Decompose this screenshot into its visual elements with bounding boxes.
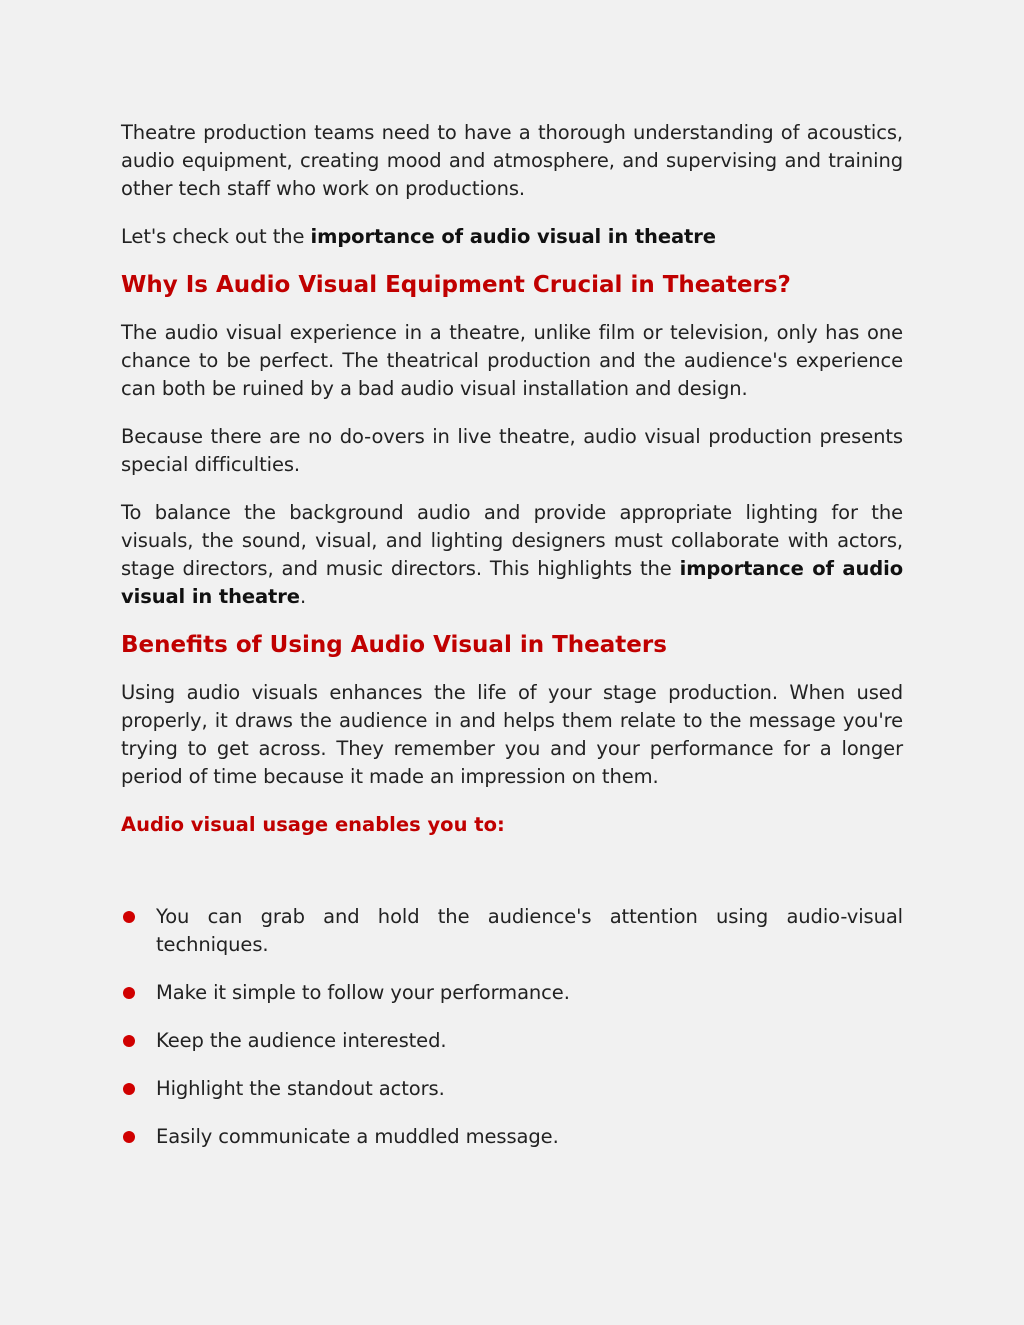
section-heading-benefits: Benefits of Using Audio Visual in Theaters [121, 632, 667, 658]
document-body [121, 119, 903, 1171]
red-dot-icon [123, 1083, 135, 1095]
red-dot-icon [123, 1131, 135, 1143]
list-item [121, 1075, 903, 1103]
list-item [121, 1123, 903, 1151]
red-dot-icon [123, 1035, 135, 1047]
red-dot-icon [123, 987, 135, 999]
list-item [121, 903, 903, 959]
check-out-line [121, 223, 903, 251]
intro-paragraph: Theatre production teams need to have a thorough understanding of acoustics, audio equipment, creating mood and atmosphere, and supervising and training other tech staff who work on productions. [121, 121, 903, 200]
why-paragraph-2: Because there are no do-overs in live theatre, audio visual production presents special difficulties. [121, 425, 903, 476]
list-item-text: Make it simple to follow your performance. [156, 981, 570, 1004]
list-item-text: You can grab and hold the audience's attention using audio-visual techniques. [156, 905, 903, 956]
benefits-bullet-list [121, 903, 903, 1151]
list-item-text: Easily communicate a muddled message. [156, 1125, 559, 1148]
list-item-text: Highlight the standout actors. [156, 1077, 445, 1100]
why-paragraph-1: The audio visual experience in a theatre, unlike film or television, only has one chance to be perfect. The theatrical production and the audience's experience can both be ruined by a bad audio visual installation and design. [121, 321, 903, 400]
usage-subheading: Audio visual usage enables you to: [121, 813, 505, 836]
list-item-text: Keep the audience interested. [156, 1029, 447, 1052]
list-item [121, 1027, 903, 1055]
why-paragraph-3-text: To balance the background audio and provide appropriate lighting for the visuals, the sound, visual, and lighting designers must collaborate with actors, stage directors, and music directors. This highlights the [121, 501, 903, 580]
why-paragraph-3-suffix: . [299, 585, 307, 608]
why-paragraph-3-bold: importance of audio visual in theatre [121, 557, 903, 608]
why-paragraph-3 [121, 499, 903, 611]
benefits-paragraph: Using audio visuals enhances the life of your stage production. When used properly, it draws the audience in and helps them relate to the message you're trying to get across. They remember you and your performance for a longer period of time because it made an impression on them. [121, 681, 903, 788]
check-out-bold: importance of audio visual in theatre [310, 225, 716, 248]
section-heading-why: Why Is Audio Visual Equipment Crucial in Theaters? [121, 272, 791, 298]
check-out-prefix: Let's check out the [121, 225, 311, 248]
list-item [121, 979, 903, 1007]
red-dot-icon [123, 911, 135, 923]
